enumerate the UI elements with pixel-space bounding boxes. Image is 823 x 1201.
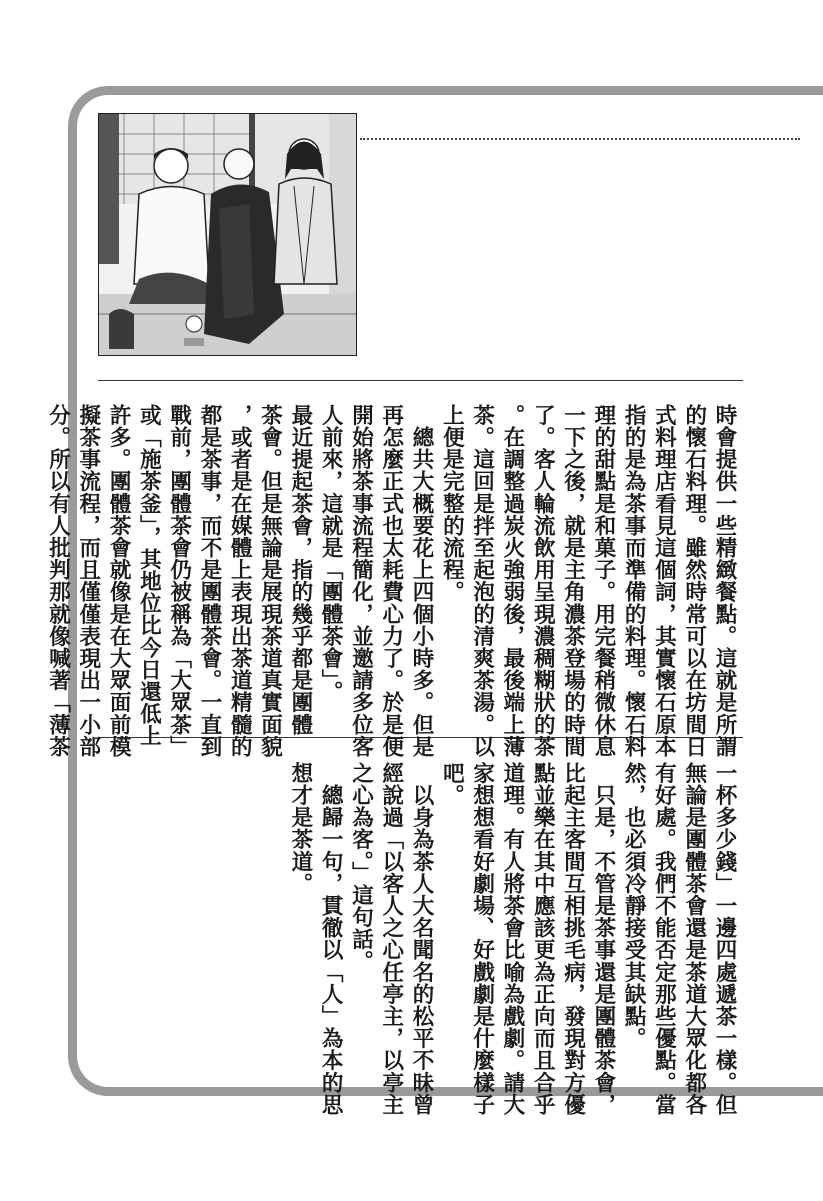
text-column: 許多。團體茶會就像是在大眾面前模 — [106, 404, 132, 758]
text-column: 。在調整過炭火強弱後，最後端上薄 — [499, 404, 525, 758]
text-column: 最近提起茶會，指的幾乎都是團體 — [287, 404, 313, 736]
text-column: 分。所以有人批判那就像喊著「薄茶 — [45, 404, 71, 758]
text-column: 擬茶事流程，而且僅僅表現出一小部 — [75, 404, 101, 758]
text-column: 總共大概要花上四個小時多。但是 — [409, 404, 435, 758]
text-column: 時會提供一些精緻餐點。這就是所謂 — [712, 404, 737, 758]
text-column: 比起主客間互相挑毛病，發現對方優 — [560, 762, 586, 1116]
text-column: 的懷石料理。雖然時常可以在坊間日 — [681, 404, 707, 758]
text-column: 點並樂在其中應該更為正向而且合乎 — [530, 762, 556, 1116]
manga-illustration — [98, 113, 357, 356]
text-column: ，或者是在媒體上表現出茶道精髓的 — [227, 404, 253, 758]
text-column: 吧。 — [439, 762, 465, 807]
text-column: 了。客人輪流飲用呈現濃稠糊狀的茶 — [530, 404, 556, 758]
dotted-divider — [360, 138, 800, 140]
text-column: 家想想看好劇場、好戲劇是什麼樣子 — [469, 762, 495, 1116]
text-column: 開始將茶事流程簡化，並邀請多位客 — [348, 404, 374, 758]
text-column: 戰前，團體茶會仍被稱為「大眾茶」 — [166, 404, 192, 758]
text-column: 無論是團體茶會還是茶道大眾化都各 — [681, 762, 707, 1116]
text-column: 都是茶事，而不是團體茶會。一直到 — [196, 404, 222, 758]
text-column: 有好處。我們不能否定那些優點。當 — [651, 762, 677, 1116]
text-column: 上便是完整的流程。 — [439, 404, 465, 603]
text-column: 之心為客。」這句話。 — [348, 762, 374, 973]
text-column: 總歸一句，貫徹以「人」為本的思 — [318, 762, 344, 1116]
text-column: 一杯多少錢」一邊四處遞茶一樣。但 — [712, 762, 737, 1116]
text-section-upper — [42, 404, 739, 758]
text-column: 只是，不管是茶事還是團體茶會， — [590, 762, 616, 1116]
text-column: 以身為茶人大名聞名的松平不昧曾 — [409, 762, 435, 1116]
text-column: 茶。這回是拌至起泡的清爽茶湯。以 — [469, 404, 495, 758]
text-column: 經說過「以客人之心任亭主，以亭主 — [378, 762, 404, 1116]
text-column: 式料理店看見這個詞，其實懷石原本 — [651, 404, 677, 758]
text-column: 再怎麼正式也太耗費心力了。於是便 — [378, 404, 404, 758]
text-column: 理的甜點是和菓子。用完餐稍微休息 — [590, 404, 616, 758]
text-column: 人前來，這就是「團體茶會」。 — [318, 404, 344, 703]
text-column: 道理。有人將茶會比喻為戲劇。請大 — [499, 762, 525, 1116]
text-column: 一下之後，就是主角濃茶登場的時間 — [560, 404, 586, 758]
text-column: 然，也必須冷靜接受其缺點。 — [621, 762, 647, 1050]
text-column: 或「施茶釜」，其地位比今日還低上 — [136, 404, 162, 747]
text-section-lower — [285, 762, 739, 1116]
section-divider-top — [98, 380, 743, 381]
text-column: 指的是為茶事而準備的料理。懷石料 — [621, 404, 647, 758]
text-column: 茶會。但是無論是展現茶道真實面貌 — [257, 404, 283, 758]
text-column: 想才是茶道。 — [287, 762, 313, 895]
tea-ceremony-scene-image — [99, 114, 357, 356]
